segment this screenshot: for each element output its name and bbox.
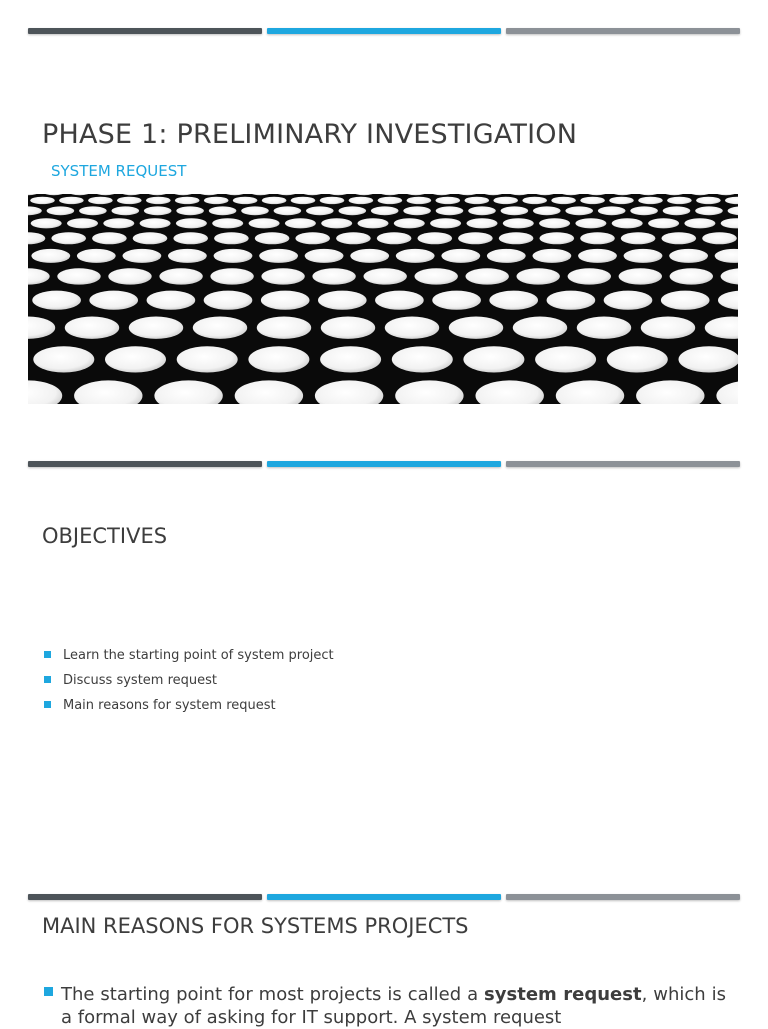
disc-shape xyxy=(133,232,168,244)
disc-shape xyxy=(662,232,697,244)
disc-shape xyxy=(175,197,200,204)
disc-shape xyxy=(257,317,311,339)
disc-shape xyxy=(679,346,739,372)
disc-shape xyxy=(430,218,461,228)
disc-shape xyxy=(575,218,606,228)
disc-shape xyxy=(214,232,249,244)
disc-shape xyxy=(467,218,498,228)
disc-shape xyxy=(233,197,258,204)
disc-shape xyxy=(513,317,567,339)
accent-bar-gray xyxy=(506,894,740,900)
disc-shape xyxy=(210,268,253,284)
paragraph-text-end: , which is a formal way of asking for IT support. A system request xyxy=(61,984,726,1028)
disc-shape xyxy=(392,346,453,372)
disc-shape xyxy=(321,218,352,228)
slide-title: PHASE 1: PRELIMINARY INVESTIGATION xyxy=(42,119,578,150)
disc-shape xyxy=(105,346,166,372)
disc-shape xyxy=(499,232,534,244)
disc-shape xyxy=(92,232,127,244)
disc-shape xyxy=(33,346,94,372)
disc-shape xyxy=(214,249,253,263)
disc-shape xyxy=(103,218,134,228)
disc-shape xyxy=(88,197,113,204)
disc-shape xyxy=(539,218,570,228)
disc-shape xyxy=(695,206,723,215)
accent-bar-blue xyxy=(267,28,501,34)
disc-shape xyxy=(667,197,692,204)
disc-shape xyxy=(580,197,605,204)
disc-shape xyxy=(312,268,355,284)
disc-shape xyxy=(336,232,371,244)
disc-shape xyxy=(670,268,713,284)
list-item xyxy=(42,673,334,698)
paragraph-text-start: The starting point for most projects is called a xyxy=(61,984,485,1005)
disc-shape xyxy=(621,232,656,244)
disc-shape xyxy=(320,346,381,372)
disc-shape xyxy=(108,268,151,284)
disc-shape xyxy=(598,206,626,215)
disc-shape xyxy=(259,249,298,263)
list-item-text: Main reasons for system request xyxy=(63,698,276,713)
disc-shape xyxy=(30,197,55,204)
disc-shape xyxy=(441,249,480,263)
disc-shape xyxy=(65,317,119,339)
disc-shape xyxy=(262,197,287,204)
disc-shape xyxy=(377,232,412,244)
slide-subtitle: SYSTEM REQUEST xyxy=(51,162,187,180)
disc-shape xyxy=(663,206,691,215)
paragraph-text xyxy=(44,983,726,1029)
paragraph-bold-term: system request xyxy=(484,984,642,1005)
disc-shape xyxy=(418,232,453,244)
list-item xyxy=(42,698,334,723)
objectives-heading: OBJECTIVES xyxy=(42,524,168,548)
disc-shape xyxy=(358,218,389,228)
disc-shape xyxy=(285,218,316,228)
disc-shape xyxy=(415,268,458,284)
accent-bar-gray xyxy=(506,461,740,467)
disc-shape xyxy=(176,218,207,228)
disc-shape xyxy=(371,206,399,215)
disc-shape xyxy=(140,218,171,228)
disc-shape xyxy=(318,291,367,310)
disc-shape xyxy=(493,197,518,204)
disc-shape xyxy=(144,206,172,215)
disc-shape xyxy=(378,197,403,204)
accent-bar-gray xyxy=(506,28,740,34)
disc-shape xyxy=(468,206,496,215)
reasons-paragraph xyxy=(44,983,726,1029)
disc-shape xyxy=(396,249,435,263)
disc-shape xyxy=(458,232,493,244)
disc-shape xyxy=(129,317,183,339)
disc-shape xyxy=(551,197,576,204)
disc-shape xyxy=(517,268,560,284)
disc-shape xyxy=(31,249,70,263)
discs-pattern-image xyxy=(28,194,738,404)
accent-bar-dark xyxy=(28,461,262,467)
disc-shape xyxy=(248,346,309,372)
disc-shape xyxy=(57,268,100,284)
disc-shape xyxy=(241,206,269,215)
disc-shape xyxy=(669,249,708,263)
divider-accent-bars-3 xyxy=(28,894,740,902)
accent-bar-blue xyxy=(267,461,501,467)
disc-shape xyxy=(578,249,617,263)
disc-shape xyxy=(320,197,345,204)
disc-shape xyxy=(339,206,367,215)
disc-shape xyxy=(648,218,679,228)
disc-shape xyxy=(436,197,461,204)
disc-shape xyxy=(466,268,509,284)
disc-shape xyxy=(407,197,432,204)
disc-shape xyxy=(394,218,425,228)
disc-shape xyxy=(123,249,162,263)
disc-shape xyxy=(47,206,75,215)
disc-shape xyxy=(350,249,389,263)
disc-shape xyxy=(501,206,529,215)
objectives-list xyxy=(42,648,334,723)
disc-shape xyxy=(274,206,302,215)
disc-shape xyxy=(147,291,196,310)
disc-shape xyxy=(604,291,653,310)
disc-shape xyxy=(403,206,431,215)
disc-shape xyxy=(568,268,611,284)
disc-shape xyxy=(638,197,663,204)
disc-shape xyxy=(609,197,634,204)
disc-shape xyxy=(449,317,503,339)
disc-shape xyxy=(624,249,663,263)
disc-shape xyxy=(535,346,596,372)
disc-shape xyxy=(31,218,62,228)
disc-shape xyxy=(305,249,344,263)
disc-shape xyxy=(577,317,631,339)
accent-bar-dark xyxy=(28,894,262,900)
disc-shape xyxy=(533,249,572,263)
disc-shape xyxy=(565,206,593,215)
disc-shape xyxy=(59,197,84,204)
disc-shape xyxy=(630,206,658,215)
disc-shape xyxy=(364,268,407,284)
disc-shape xyxy=(193,317,247,339)
disc-shape xyxy=(465,197,490,204)
disc-shape xyxy=(159,268,202,284)
list-item-text: Discuss system request xyxy=(63,673,218,688)
disc-shape xyxy=(432,291,481,310)
disc-shape xyxy=(204,291,253,310)
disc-shape xyxy=(67,218,98,228)
disc-shape xyxy=(291,197,316,204)
disc-shape xyxy=(295,232,330,244)
disc-shape xyxy=(349,197,374,204)
disc-shape xyxy=(146,197,171,204)
disc-shape xyxy=(503,218,534,228)
disc-shape xyxy=(580,232,615,244)
disc-shape xyxy=(547,291,596,310)
disc-shape xyxy=(261,268,304,284)
disc-shape xyxy=(117,197,142,204)
disc-shape xyxy=(540,232,575,244)
disc-shape xyxy=(249,218,280,228)
disc-shape xyxy=(702,232,737,244)
disc-shape xyxy=(619,268,662,284)
disc-shape xyxy=(533,206,561,215)
disc-shape xyxy=(696,197,721,204)
disc-shape xyxy=(261,291,310,310)
disc-shape xyxy=(212,218,243,228)
list-item xyxy=(42,648,334,673)
disc-shape xyxy=(89,291,138,310)
disc-shape xyxy=(487,249,526,263)
disc-shape xyxy=(463,346,524,372)
accent-bar-blue xyxy=(267,894,501,900)
divider-accent-bars-2 xyxy=(28,461,740,469)
disc-shape xyxy=(255,232,290,244)
disc-shape xyxy=(173,232,208,244)
disc-shape xyxy=(641,317,695,339)
disc-shape xyxy=(79,206,107,215)
disc-shape xyxy=(204,197,229,204)
disc-shape xyxy=(607,346,668,372)
disc-shape xyxy=(77,249,116,263)
disc-shape xyxy=(112,206,140,215)
bullet-square-icon xyxy=(44,701,51,708)
disc-shape xyxy=(375,291,424,310)
disc-shape xyxy=(32,291,81,310)
disc-shape xyxy=(489,291,538,310)
disc-shape xyxy=(612,218,643,228)
accent-bar-dark xyxy=(28,28,262,34)
bullet-square-icon xyxy=(44,651,51,658)
disc-shape xyxy=(661,291,710,310)
top-accent-bars xyxy=(28,28,740,36)
disc-shape xyxy=(168,249,207,263)
disc-shape xyxy=(306,206,334,215)
disc-shape xyxy=(176,206,204,215)
bullet-square-icon xyxy=(44,676,51,683)
disc-shape xyxy=(177,346,238,372)
disc-shape xyxy=(209,206,237,215)
hero-image xyxy=(28,194,738,404)
disc-shape xyxy=(522,197,547,204)
bullet-square-icon xyxy=(44,987,53,996)
disc-shape xyxy=(684,218,715,228)
disc-shape xyxy=(436,206,464,215)
disc-shape xyxy=(321,317,375,339)
reasons-heading: MAIN REASONS FOR SYSTEMS PROJECTS xyxy=(42,914,469,938)
disc-shape xyxy=(385,317,439,339)
list-item-text: Learn the starting point of system project xyxy=(63,648,334,663)
disc-shape xyxy=(51,232,86,244)
